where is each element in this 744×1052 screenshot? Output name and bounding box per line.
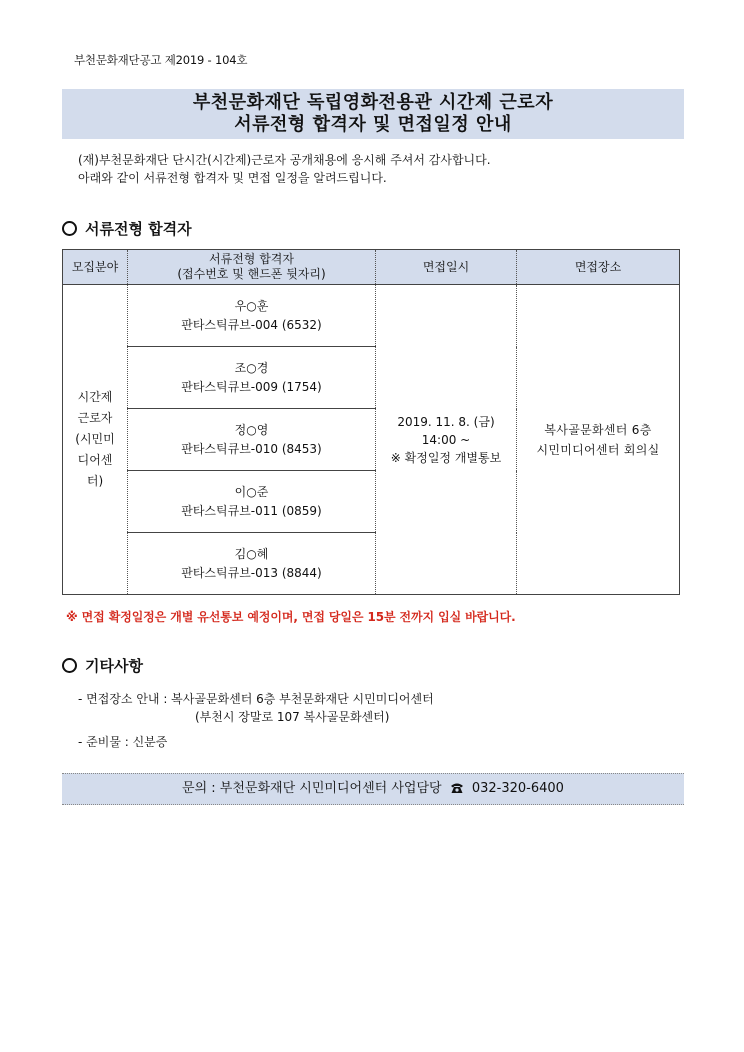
interview-date-cell bbox=[376, 285, 517, 595]
candidate-name: 정○영 bbox=[234, 422, 269, 437]
passers-table-wrap bbox=[62, 249, 679, 595]
candidate-name: 이○준 bbox=[234, 484, 269, 499]
candidate-cell bbox=[128, 285, 376, 347]
header-passers bbox=[128, 250, 376, 285]
candidate-detail: 판타스틱큐브-010 (8453) bbox=[181, 441, 322, 456]
passers-table bbox=[62, 249, 680, 595]
candidate-detail: 판타스틱큐브-011 (0859) bbox=[181, 503, 322, 518]
header-passers-line-1: 서류전형 합격자 bbox=[209, 252, 294, 266]
candidate-name: 우○훈 bbox=[234, 298, 269, 313]
field-cell bbox=[63, 285, 128, 595]
title-line-2: 서류전형 합격자 및 면접일정 안내 bbox=[234, 114, 512, 135]
contact-text: 문의 : 부천문화재단 시민미디어센터 사업담당 bbox=[182, 781, 442, 796]
interview-notice: ※ 면접 확정일정은 개별 유선통보 예정이며, 면접 당일은 15분 전까지 입실 바랍니다. bbox=[66, 610, 516, 624]
table-row bbox=[63, 285, 680, 347]
field-line: 근로자 bbox=[77, 411, 113, 425]
candidate-name: 김○혜 bbox=[234, 546, 269, 561]
section-title-etc: 기타사항 bbox=[85, 657, 143, 675]
etc-item-location-address: (부천시 장말로 107 복사골문화센터) bbox=[195, 710, 390, 724]
field-line: 디어센 bbox=[77, 453, 113, 467]
phone-icon bbox=[450, 776, 464, 806]
candidate-cell bbox=[128, 471, 376, 533]
candidate-detail: 판타스틱큐브-009 (1754) bbox=[181, 379, 322, 394]
table-header-row bbox=[63, 250, 680, 285]
section-heading-passers bbox=[62, 218, 192, 239]
title-line-1: 부천문화재단 독립영화전용관 시간제 근로자 bbox=[192, 92, 554, 113]
document-number: 부천문화재단공고 제2019 - 104호 bbox=[74, 53, 248, 67]
candidate-detail: 판타스틱큐브-004 (6532) bbox=[181, 317, 322, 332]
candidate-detail: 판타스틱큐브-013 (8844) bbox=[181, 565, 322, 580]
section-title-passers: 서류전형 합격자 bbox=[85, 220, 192, 238]
interview-date: 2019. 11. 8. (금) bbox=[397, 414, 495, 429]
interview-place-line-1: 복사골문화센터 6층 bbox=[544, 422, 652, 437]
etc-list bbox=[78, 690, 434, 751]
candidate-cell bbox=[128, 409, 376, 471]
candidate-cell bbox=[128, 533, 376, 595]
interview-place-cell bbox=[517, 285, 680, 595]
etc-item-supplies: - 준비물 : 신분증 bbox=[78, 735, 168, 749]
candidate-cell bbox=[128, 347, 376, 409]
header-passers-line-2: (접수번호 및 핸드폰 뒷자리) bbox=[177, 267, 326, 281]
field-line: (시민미 bbox=[75, 432, 115, 446]
circle-bullet-icon bbox=[62, 221, 77, 236]
interview-place-line-2: 시민미디어센터 회의실 bbox=[536, 442, 660, 457]
header-field: 모집분야 bbox=[63, 250, 128, 285]
candidate-name: 조○경 bbox=[234, 360, 269, 375]
contact-banner bbox=[62, 773, 684, 805]
interview-time: 14:00 ~ bbox=[421, 432, 471, 447]
intro-line-2: 아래와 같이 서류전형 합격자 및 면접 일정을 알려드립니다. bbox=[78, 171, 387, 185]
intro-line-1: (재)부천문화재단 단시간(시간제)근로자 공개채용에 응시해 주셔서 감사합니다. bbox=[78, 153, 491, 167]
intro-text bbox=[78, 151, 491, 187]
header-date: 면접일시 bbox=[376, 250, 517, 285]
circle-bullet-icon bbox=[62, 658, 77, 673]
field-line: 시간제 bbox=[77, 390, 113, 404]
title-banner bbox=[62, 89, 684, 139]
field-line: 터) bbox=[86, 474, 104, 488]
etc-item-location: - 면접장소 안내 : 복사골문화센터 6층 부천문화재단 시민미디어센터 bbox=[78, 692, 434, 706]
interview-date-note: ※ 확정일정 개별통보 bbox=[390, 450, 502, 465]
section-heading-etc bbox=[62, 655, 143, 676]
contact-phone: 032-320-6400 bbox=[471, 781, 564, 796]
header-place: 면접장소 bbox=[517, 250, 680, 285]
